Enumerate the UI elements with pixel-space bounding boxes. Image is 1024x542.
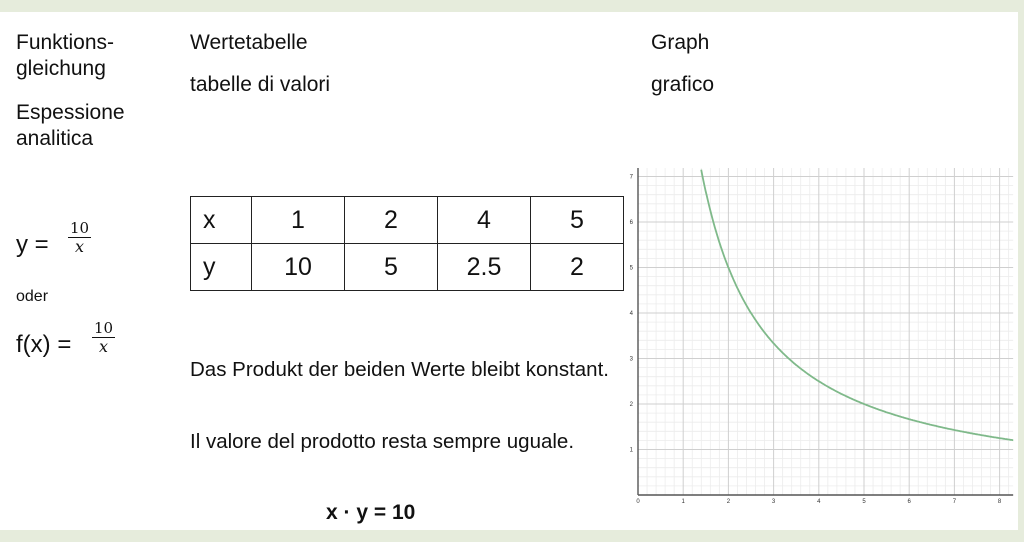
product-text-de: Das Produkt der beiden Werte bleibt konstant. [190, 358, 609, 381]
table-row-y [191, 244, 624, 291]
y-tick-label: 4 [629, 311, 633, 317]
x-tick-label: 0 [636, 499, 640, 505]
x-tick-label: 1 [681, 499, 685, 505]
x-tick-label: 5 [862, 499, 866, 505]
table-cell: 2 [531, 244, 624, 291]
value-table-header-it: tabelle di valori [190, 73, 331, 96]
equation-f-fraction [92, 320, 115, 356]
equation-f-lhs: f(x) = [16, 331, 72, 358]
x-tick-label: 2 [726, 499, 731, 505]
y-tick-label: 2 [629, 402, 633, 408]
table-cell: 10 [252, 244, 345, 291]
y-tick-label: 1 [629, 447, 633, 454]
table-cell-y-label: y [191, 244, 252, 291]
graph-chart [620, 168, 1018, 508]
equation-y-lhs: y = [16, 231, 49, 258]
y-tick-label: 5 [629, 265, 633, 272]
graph-header-de: Graph [651, 31, 710, 54]
table-cell: 5 [531, 197, 624, 244]
value-table-header-de: Wertetabelle [190, 31, 308, 54]
equation-y-fraction [68, 220, 91, 256]
y-tick-label: 6 [629, 220, 633, 226]
function-equation-header-it: Espessione analitica [16, 101, 125, 150]
value-table [190, 196, 624, 291]
curve-series [701, 170, 1013, 441]
graph-header-it: grafico [651, 73, 715, 96]
equation-y-numerator: 10 [70, 219, 90, 237]
table-cell: 4 [438, 197, 531, 244]
y-tick-label: 7 [629, 174, 633, 181]
product-text-it: Il valore del prodotto resta sempre uguale. [190, 430, 575, 453]
x-tick-label: 3 [771, 499, 776, 505]
slide [0, 12, 1018, 530]
x-tick-label: 8 [997, 499, 1002, 505]
x-tick-label: 6 [907, 499, 911, 505]
equation-y-denominator: x [75, 237, 85, 256]
function-equation-header-de: Funktions- gleichung [16, 31, 115, 80]
x-tick-label: 7 [952, 499, 957, 505]
table-cell: 2.5 [438, 244, 531, 291]
table-cell: 5 [345, 244, 438, 291]
table-row-x [191, 197, 624, 244]
oder-label: oder [16, 288, 49, 305]
equation-f-denominator: x [99, 337, 109, 356]
equation-f-numerator: 10 [94, 319, 114, 337]
y-tick-label: 3 [629, 356, 633, 363]
product-formula: x · y = 10 [326, 501, 416, 524]
table-cell: 1 [252, 197, 345, 244]
x-tick-label: 4 [817, 499, 821, 505]
table-cell: 2 [345, 197, 438, 244]
table-cell-x-label: x [191, 197, 252, 244]
